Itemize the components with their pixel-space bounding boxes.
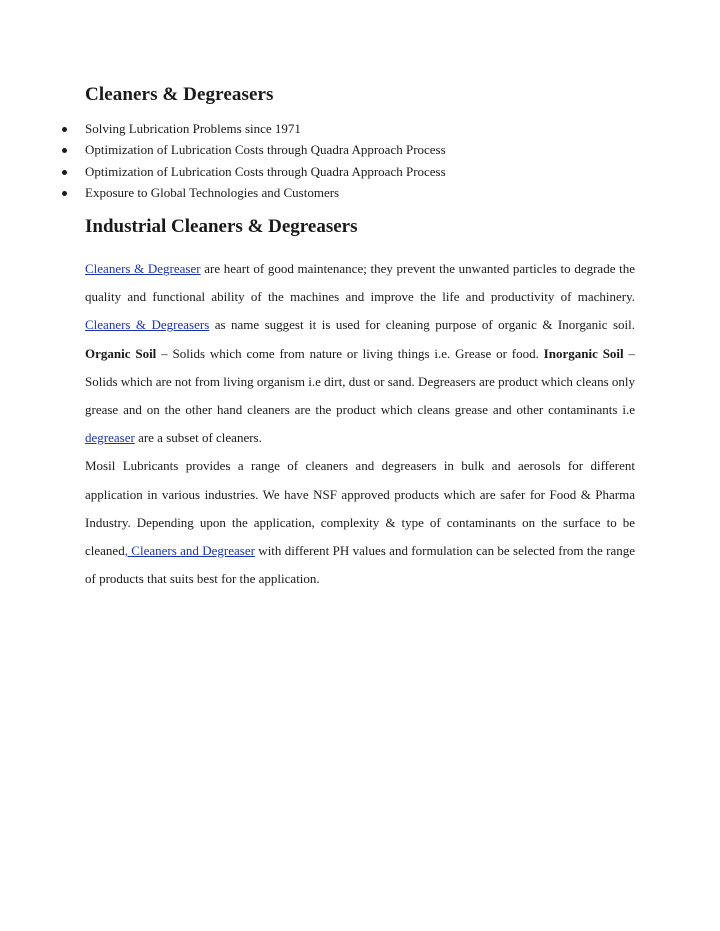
- paragraph-text: as name suggest it is used for cleaning purpose of organic & Inorganic soil.: [209, 317, 635, 333]
- bullet-icon: [62, 127, 67, 132]
- organic-soil-term: Organic Soil: [85, 345, 157, 361]
- feature-list: [85, 120, 645, 205]
- paragraph-text: – Solids which come from nature or living things i.e. Grease or food.: [156, 345, 544, 361]
- paragraph-text: are a subset of cleaners.: [134, 430, 262, 446]
- article-body: [85, 255, 635, 593]
- section-heading: Industrial Cleaners & Degreasers: [85, 216, 358, 237]
- list-item: [85, 184, 645, 205]
- paragraph-text: – Solids which are not from living organism i.e dirt, dust or sand. Degreasers are product which cleans only grease and on the other hand cleaners are the product which cleans grease and other contaminants i.e: [85, 345, 636, 418]
- bullet-icon: [62, 191, 67, 196]
- page-title: Cleaners & Degreasers: [85, 84, 274, 105]
- cleaners-degreaser-link[interactable]: Cleaners & Degreaser: [85, 261, 201, 276]
- paragraph-text: with different PH values and formulation can be selected from the range of products that suits best for the application.: [85, 543, 635, 587]
- degreaser-link[interactable]: degreaser: [85, 430, 135, 446]
- list-item: [85, 141, 645, 162]
- paragraph-intro: [85, 255, 635, 452]
- list-item-text: Exposure to Global Technologies and Customers: [85, 184, 340, 200]
- list-item-text: Optimization of Lubrication Costs through Quadra Approach Process: [85, 142, 446, 158]
- paragraph-mosil: [85, 452, 635, 593]
- bullet-icon: [62, 148, 67, 153]
- paragraph-text: are heart of good maintenance; they prevent the unwanted particles to degrade the quality and functional ability of the machines and improve the life and productivity of machinery.: [85, 261, 635, 305]
- list-item-text: Optimization of Lubrication Costs through Quadra Approach Process: [85, 163, 446, 179]
- cleaners-and-degreaser-link[interactable]: , Cleaners and Degreaser: [124, 543, 255, 559]
- list-item: [85, 120, 645, 141]
- list-item-text: Solving Lubrication Problems since 1971: [85, 121, 301, 136]
- list-item: [85, 163, 645, 184]
- paragraph-text: Mosil Lubricants provides a range of cleaners and degreasers in bulk and aerosols for different application in various industries. We have NSF approved products which are safer for Food & Pharma Industry. Depending upon the application, complexity & type of contaminants on the surface to be cleaned: [85, 458, 635, 559]
- bullet-icon: [62, 170, 67, 175]
- inorganic-soil-term: Inorganic Soil: [543, 345, 624, 361]
- cleaners-degreasers-link[interactable]: Cleaners & Degreasers: [85, 317, 210, 333]
